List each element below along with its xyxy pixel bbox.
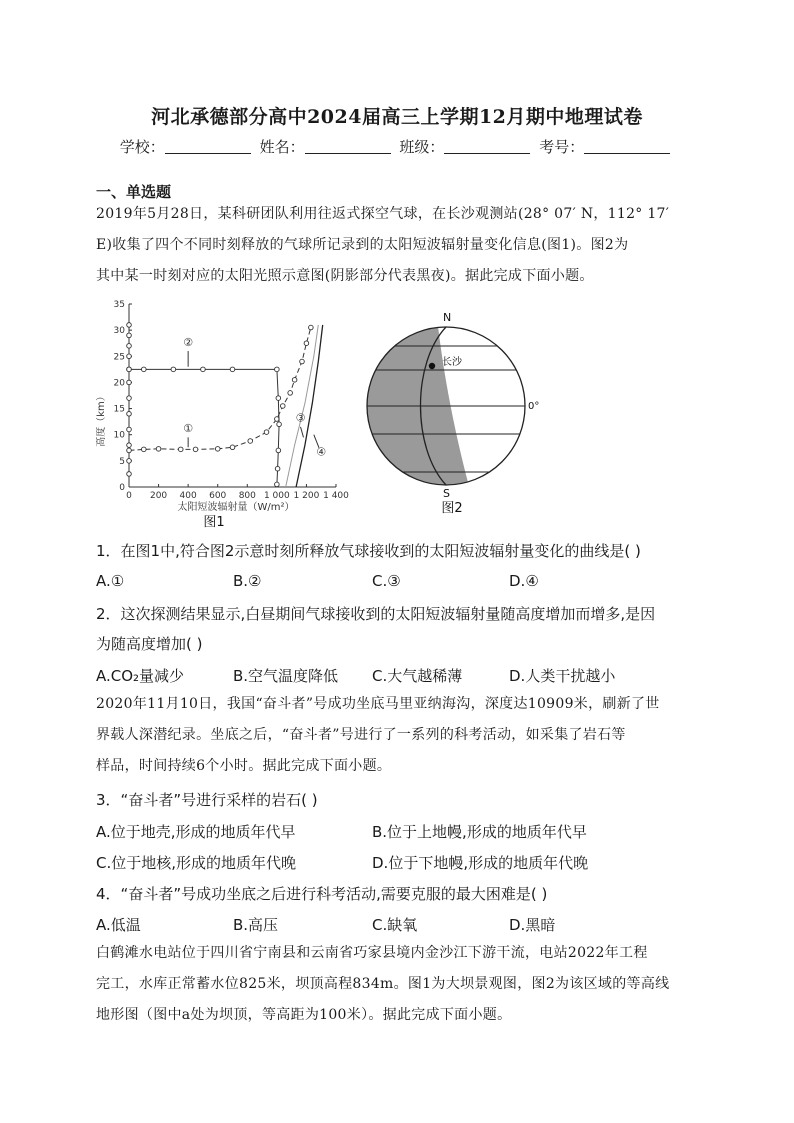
q1-option-d[interactable]: D.④ bbox=[509, 572, 539, 590]
series-line-② bbox=[129, 369, 279, 484]
data-point bbox=[309, 325, 314, 330]
passage-line: 白鹤滩水电站位于四川省宁南县和云南省巧家县境内金沙江下游干流，电站2022年工程 bbox=[96, 945, 648, 961]
label-arrow bbox=[301, 427, 304, 437]
q3-option-c[interactable]: C.位于地核,形成的地质年代晚 bbox=[96, 854, 297, 872]
class-blank[interactable] bbox=[444, 139, 530, 154]
q4-option-a[interactable]: A.低温 bbox=[96, 916, 141, 934]
y-tick-label: 35 bbox=[113, 300, 125, 310]
name-blank[interactable] bbox=[305, 139, 391, 154]
q1-option-b[interactable]: B.② bbox=[233, 572, 262, 590]
data-point bbox=[193, 447, 198, 452]
passage-2 bbox=[96, 689, 696, 782]
series-line-③ bbox=[286, 325, 319, 487]
school-label: 学校： bbox=[119, 138, 165, 156]
changsha-label: 长沙 bbox=[442, 357, 462, 368]
data-point bbox=[275, 367, 280, 372]
x-tick-label: 600 bbox=[209, 491, 227, 501]
q1-option-a[interactable]: A.① bbox=[96, 572, 125, 590]
x-tick-label: 800 bbox=[238, 491, 256, 501]
chart-series bbox=[127, 323, 327, 487]
data-point bbox=[141, 447, 146, 452]
data-point bbox=[292, 378, 297, 383]
data-point bbox=[230, 445, 235, 450]
data-point bbox=[215, 447, 220, 452]
data-point bbox=[156, 447, 161, 452]
q2-option-a[interactable]: A.CO₂量减少 bbox=[96, 667, 185, 685]
y-axis-label: 高度（km） bbox=[96, 391, 107, 447]
y-tick-label: 5 bbox=[119, 456, 125, 467]
page-title: 河北承德部分高中2024届高三上学期12月期中地理试卷 bbox=[151, 106, 643, 128]
data-point bbox=[304, 341, 309, 346]
y-tick-label: 20 bbox=[113, 378, 125, 389]
exam-no-blank[interactable] bbox=[584, 139, 670, 154]
curve-label: ② bbox=[183, 335, 194, 349]
series-line-④ bbox=[296, 325, 323, 487]
data-point bbox=[127, 459, 132, 464]
q2-option-b[interactable]: B.空气温度降低 bbox=[233, 667, 339, 685]
x-tick-label: 400 bbox=[179, 491, 197, 501]
data-point bbox=[230, 367, 235, 372]
figure-2-diagram bbox=[360, 308, 550, 518]
data-point bbox=[127, 412, 132, 417]
data-point bbox=[275, 466, 280, 471]
passage-line: 地形图（图中a处为坝顶，等高距为100米）。据此完成下面小题。 bbox=[96, 1007, 512, 1023]
q3-option-b[interactable]: B.位于上地幔,形成的地质年代早 bbox=[372, 823, 587, 841]
data-point bbox=[275, 482, 280, 487]
data-point bbox=[171, 367, 176, 372]
chart-axes bbox=[114, 300, 350, 501]
school-blank[interactable] bbox=[165, 139, 251, 154]
y-tick-label: 25 bbox=[113, 352, 125, 363]
data-point bbox=[127, 344, 132, 349]
q4-option-c[interactable]: C.缺氧 bbox=[372, 916, 418, 934]
figure-1-chart bbox=[96, 294, 356, 534]
exam-no-label: 考号： bbox=[539, 138, 585, 156]
y-tick-label: 15 bbox=[113, 404, 125, 415]
question-1-stem: 1．在图1中,符合图2示意时刻所释放气球接收到的太阳短波辐射量变化的曲线是( ) bbox=[96, 542, 641, 560]
data-point bbox=[201, 367, 206, 372]
passage-line: 样品，时间持续6个小时。据此完成下面小题。 bbox=[96, 758, 392, 774]
data-point bbox=[264, 430, 269, 435]
passage-line: E)收集了四个不同时刻释放的气球所记录到的太阳短波辐射量变化信息(图1)。图2为 bbox=[96, 237, 629, 253]
passage-line: 2020年11月10日，我国“奋斗者”号成功坐底马里亚纳海沟，深度达10909米，刷新了世 bbox=[96, 696, 660, 712]
data-point bbox=[127, 396, 132, 401]
data-point bbox=[141, 367, 146, 372]
data-point bbox=[127, 380, 132, 385]
passage-line: 界载人深潜纪录。坐底之后，“奋斗者”号进行了一系列的科考活动，如采集了岩石等 bbox=[96, 727, 626, 743]
data-point bbox=[127, 443, 132, 448]
data-point bbox=[127, 427, 132, 432]
q4-option-b[interactable]: B.高压 bbox=[233, 916, 279, 934]
question-2-stem-line2: 为随高度增加( ) bbox=[96, 635, 203, 653]
equator-label: 0° bbox=[528, 401, 540, 412]
x-tick-label: 1 200 bbox=[293, 491, 320, 501]
passage-line: 其中某一时刻对应的太阳光照示意图(阴影部分代表黑夜)。据此完成下面小题。 bbox=[96, 268, 594, 284]
passage-3 bbox=[96, 938, 696, 1031]
question-3-stem: 3．“奋斗者”号进行采样的岩石( ) bbox=[96, 791, 318, 809]
changsha-point bbox=[429, 363, 435, 369]
data-point bbox=[248, 439, 253, 444]
data-point bbox=[276, 396, 281, 401]
class-label: 班级： bbox=[399, 138, 445, 156]
data-point bbox=[288, 391, 293, 396]
data-point bbox=[127, 472, 132, 477]
q1-option-c[interactable]: C.③ bbox=[372, 572, 401, 590]
student-info-line bbox=[0, 136, 794, 157]
passage-1 bbox=[96, 199, 696, 292]
data-point bbox=[178, 447, 183, 452]
data-point bbox=[127, 323, 132, 328]
x-axis-label: 太阳短波辐射量（W/m²） bbox=[177, 502, 295, 513]
q3-option-d[interactable]: D.位于下地幔,形成的地质年代晚 bbox=[372, 854, 589, 872]
q3-option-a[interactable]: A.位于地壳,形成的地质年代早 bbox=[96, 823, 296, 841]
x-tick-label: 0 bbox=[126, 491, 132, 501]
name-label: 姓名： bbox=[259, 138, 305, 156]
x-tick-label: 1 400 bbox=[323, 491, 349, 501]
passage-line: 2019年5月28日，某科研团队利用往返式探空气球，在长沙观测站(28° 07′ N，112° 17′ bbox=[96, 206, 670, 222]
x-tick-label: 1 000 bbox=[263, 491, 290, 501]
curve-label: ③ bbox=[295, 411, 306, 425]
q4-option-d[interactable]: D.黑暗 bbox=[509, 916, 556, 934]
figure-1-caption: 图1 bbox=[203, 515, 225, 530]
passage-line: 完工，水库正常蓄水位825米，坝顶高程834m。图1为大坝景观图，图2为该区域的等高线 bbox=[96, 976, 670, 992]
curve-label: ④ bbox=[316, 445, 327, 459]
north-label: N bbox=[443, 311, 452, 324]
y-tick-label: 10 bbox=[113, 430, 125, 441]
night-shading bbox=[360, 308, 475, 508]
x-tick-label: 200 bbox=[149, 491, 168, 501]
series-line-① bbox=[129, 328, 311, 474]
data-point bbox=[127, 448, 132, 453]
y-tick-label: 30 bbox=[113, 326, 125, 337]
data-point bbox=[280, 404, 285, 409]
data-point bbox=[127, 333, 132, 338]
data-point bbox=[127, 367, 132, 372]
data-point bbox=[300, 359, 305, 364]
data-point bbox=[276, 448, 281, 453]
question-2-stem-line1: 2．这次探测结果显示,白昼期间气球接收到的太阳短波辐射量随高度增加而增多,是因 bbox=[96, 605, 656, 623]
south-label: S bbox=[443, 487, 450, 500]
q2-option-d[interactable]: D.人类干扰越小 bbox=[509, 667, 616, 685]
q2-option-c[interactable]: C.大气越稀薄 bbox=[372, 667, 463, 685]
section-heading: 一、单选题 bbox=[96, 183, 172, 201]
data-point bbox=[127, 354, 132, 359]
question-4-stem: 4．“奋斗者”号成功坐底之后进行科考活动,需要克服的最大困难是( ) bbox=[96, 885, 548, 903]
data-point bbox=[277, 422, 282, 427]
figure-2-caption: 图2 bbox=[441, 501, 463, 516]
curve-label: ① bbox=[183, 422, 194, 436]
y-tick-label: 0 bbox=[119, 483, 125, 493]
